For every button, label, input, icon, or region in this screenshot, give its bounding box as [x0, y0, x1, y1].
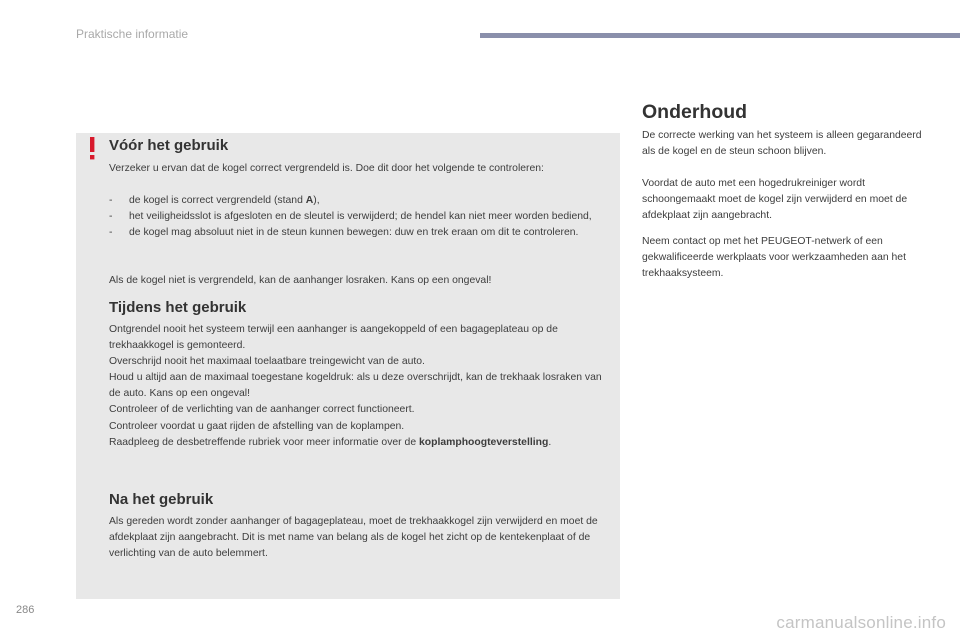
- maintenance-para: De correcte werking van het systeem is alleen gegarandeerd als de kogel en de steun schoon blijven.: [642, 130, 922, 158]
- before-use-intro: Verzeker u ervan dat de kogel correct vergrendeld is. Doe dit door het volgende te controleren:: [109, 163, 544, 174]
- maintenance-para: Voordat de auto met een hogedrukreiniger wordt schoongemaakt moet de kogel zijn verwijderd en moet de afdekplaat zijn aangebracht.: [642, 178, 908, 222]
- list-item: - het veiligheidsslot is afgesloten en de sleutel is verwijderd; de hendel kan niet meer worden bediend,: [109, 211, 592, 223]
- during-use-text: Ontgrendel nooit het systeem terwijl een aanhanger is aangekoppeld of een bagageplateau op de trekhaakkogel is gemonteerd. Overschrijd nooit het maximaal toelaatbare treingewicht van de auto. Houd u altijd aan de maximaal toegestane kogeldruk: als u deze overschrijdt, kan de trekhaak losraken van de auto. Kans op een ongeval! Controleer of de verlichting van de aanhanger correct functioneert. Controleer voordat u gaat rijden de afstelling van de koplampen. Raadpleeg de desbetreffende rubriek voor meer informatie over de koplamphoogteverstelling.: [109, 324, 602, 448]
- header-bar: [480, 33, 960, 38]
- list-item: - de kogel is correct vergrendeld (stand A),: [109, 195, 320, 206]
- after-use-heading: Na het gebruik: [109, 491, 214, 508]
- page-number: 286: [16, 604, 35, 616]
- section-title: Praktische informatie: [76, 27, 189, 41]
- before-use-outro: Als de kogel niet is vergrendeld, kan de aanhanger losraken. Kans op een ongeval!: [109, 275, 492, 286]
- maintenance-contact: Neem contact op met het PEUGEOT-netwerk of een gekwalificeerde werkplaats voor werkzaamheden aan het trekhaaksysteem.: [642, 236, 906, 280]
- watermark: carmanualsonline.info: [776, 613, 946, 632]
- during-use-heading: Tijdens het gebruik: [109, 299, 247, 316]
- before-use-heading: Vóór het gebruik: [109, 137, 229, 154]
- after-use-text: Als gereden wordt zonder aanhanger of bagageplateau, moet de trekhaakkogel zijn verwijderd en moet de afdekplaat zijn aangebracht. Dit is met name van belang als de kogel het zicht op de kentekenplaat of de verlichting van de auto belemmert.: [109, 516, 598, 560]
- maintenance-heading: Onderhoud: [642, 101, 748, 123]
- check-list: [109, 193, 614, 241]
- exclamation-icon: [85, 135, 99, 161]
- list-item: - de kogel mag absoluut niet in de steun kunnen bewegen: duw en trek eraan om dit te controleren.: [109, 227, 579, 239]
